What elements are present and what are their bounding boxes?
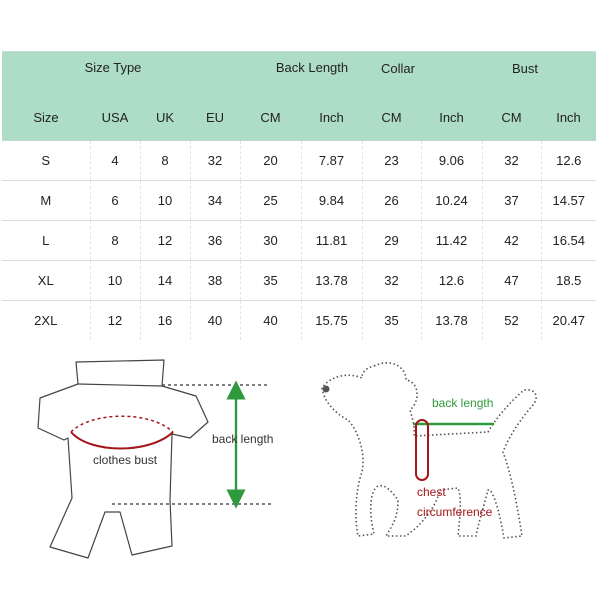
table-cell: 30	[240, 221, 301, 261]
table-cell: 12.6	[541, 141, 596, 181]
header-size-type-label: Size Type	[84, 59, 142, 75]
table-cell: 18.5	[541, 261, 596, 301]
table-cell: 20	[240, 141, 301, 181]
table-cell: 6	[90, 181, 140, 221]
header-collar	[362, 52, 482, 95]
table-row	[2, 181, 596, 221]
table-cell: 13.78	[301, 261, 362, 301]
table-cell: 25	[240, 181, 301, 221]
col-header-uk: UK	[140, 94, 190, 141]
clothes-bust-label: clothes bust	[93, 453, 158, 467]
table-cell: 12	[90, 301, 140, 341]
col-header-back-length-inch: Inch	[301, 94, 362, 141]
col-header-back-length-cm: CM	[240, 94, 301, 141]
dog-nose-icon	[323, 386, 330, 393]
table-cell: 29	[362, 221, 421, 261]
table-cell: XL	[2, 261, 90, 301]
table-cell: 4	[90, 141, 140, 181]
table-cell: 15.75	[301, 301, 362, 341]
col-header-collar-inch: Inch	[421, 94, 482, 141]
table-cell: 40	[190, 301, 240, 341]
table-cell: 32	[482, 141, 541, 181]
table-row	[2, 221, 596, 261]
header-size-type	[2, 52, 190, 95]
table-row	[2, 261, 596, 301]
table-cell: 32	[362, 261, 421, 301]
table-cell: 52	[482, 301, 541, 341]
table-cell: 35	[362, 301, 421, 341]
group-header-row	[2, 52, 596, 95]
table-cell: 40	[240, 301, 301, 341]
header-collar-label: Collar	[381, 60, 415, 76]
table-cell: 37	[482, 181, 541, 221]
col-header-eu: EU	[190, 94, 240, 141]
table-cell: 8	[140, 141, 190, 181]
table-cell: S	[2, 141, 90, 181]
table-cell: 7.87	[301, 141, 362, 181]
header-bust-label: Bust	[512, 60, 539, 76]
table-row	[2, 301, 596, 341]
table-cell: 14	[140, 261, 190, 301]
dog-back-length-label: back length	[432, 396, 494, 410]
measurement-diagrams-svg	[0, 340, 600, 600]
table-cell: 47	[482, 261, 541, 301]
header-bust	[482, 52, 596, 95]
table-cell: 11.42	[421, 221, 482, 261]
table-cell: 9.06	[421, 141, 482, 181]
col-header-bust-inch: Inch	[541, 94, 596, 141]
chest-label: chest	[417, 485, 446, 499]
col-header-collar-cm: CM	[362, 94, 421, 141]
table-cell: 10	[140, 181, 190, 221]
circumference-label: circumference	[417, 505, 493, 519]
table-cell: 10.24	[421, 181, 482, 221]
table-cell: 34	[190, 181, 240, 221]
column-header-row	[2, 94, 596, 141]
col-header-bust-cm: CM	[482, 94, 541, 141]
table-cell: 16	[140, 301, 190, 341]
measurement-diagrams	[0, 340, 600, 600]
table-cell: 16.54	[541, 221, 596, 261]
table-cell: 35	[240, 261, 301, 301]
table-cell: 20.47	[552, 313, 586, 328]
table-cell: 42	[482, 221, 541, 261]
table-cell: 13.78	[421, 301, 482, 341]
size-chart-table	[2, 51, 596, 340]
table-cell: 2XL	[2, 301, 90, 341]
col-header-usa: USA	[90, 94, 140, 141]
table-cell: M	[2, 181, 90, 221]
col-header-size: Size	[2, 94, 90, 141]
table-cell: 14.57	[541, 181, 596, 221]
table-cell: 11.81	[301, 221, 362, 261]
table-cell: 10	[90, 261, 140, 301]
table-cell: 26	[362, 181, 421, 221]
table-cell: 9.84	[301, 181, 362, 221]
table-cell: 38	[190, 261, 240, 301]
header-back-length	[190, 52, 362, 95]
clothes-diagram	[38, 360, 273, 558]
table-row	[2, 141, 596, 181]
table-cell: 12.6	[421, 261, 482, 301]
table-cell: L	[2, 221, 90, 261]
clothes-back-length-label: back length	[212, 432, 274, 446]
table-cell: 36	[190, 221, 240, 261]
table-cell: 23	[362, 141, 421, 181]
dog-diagram	[322, 363, 536, 538]
table-cell: 12	[140, 221, 190, 261]
header-back-length-label: Back Length	[275, 59, 349, 75]
table-cell: 8	[90, 221, 140, 261]
table-cell: 32	[190, 141, 240, 181]
